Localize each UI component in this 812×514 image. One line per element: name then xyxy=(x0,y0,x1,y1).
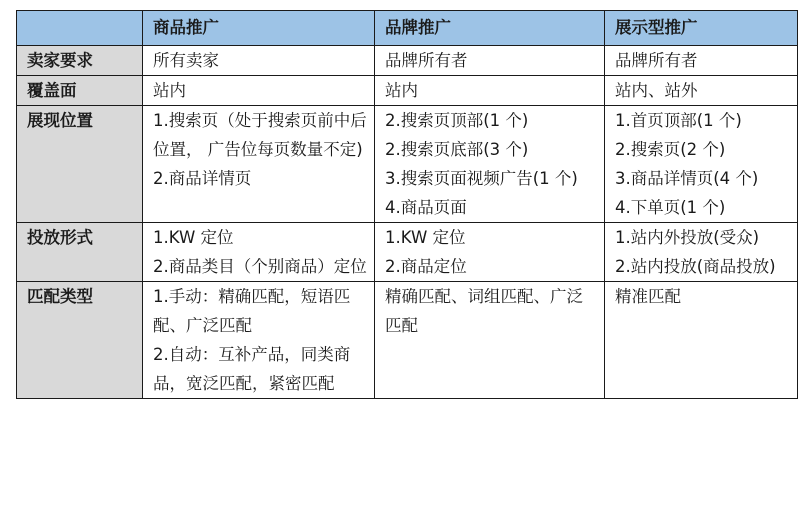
cell-line: 2.商品类目（个别商品）定位 xyxy=(153,257,367,276)
comparison-table-container xyxy=(16,10,797,399)
table-cell xyxy=(605,46,798,76)
table-cell xyxy=(605,282,798,399)
row-label-coverage: 覆盖面 xyxy=(17,76,143,106)
cell-line: 站内 xyxy=(385,81,418,100)
table-cell xyxy=(605,76,798,106)
cell-line: 1.站内外投放(受众) xyxy=(615,228,760,247)
cell-line: 4.商品页面 xyxy=(385,198,467,217)
cell-line: 2.商品定位 xyxy=(385,257,467,276)
row-label-targeting-form: 投放形式 xyxy=(17,223,143,282)
header-sponsored-brands: 品牌推广 xyxy=(375,11,605,46)
cell-line: 2.搜索页顶部(1 个) xyxy=(385,111,529,130)
cell-line: 3.搜索页面视频广告(1 个) xyxy=(385,169,578,188)
cell-line: 2.搜索页底部(3 个) xyxy=(385,140,529,159)
comparison-table xyxy=(16,10,798,399)
cell-line: 1.搜索页（处于搜索页前中后位置， 广告位每页数量不定) xyxy=(153,111,367,159)
cell-line: 2.搜索页(2 个) xyxy=(615,140,726,159)
table-cell xyxy=(605,223,798,282)
cell-line: 站内 xyxy=(153,81,186,100)
table-cell xyxy=(375,46,605,76)
row-label-match-type: 匹配类型 xyxy=(17,282,143,399)
cell-line: 4.下单页(1 个) xyxy=(615,198,726,217)
table-cell xyxy=(375,106,605,223)
table-cell xyxy=(143,46,375,76)
table-row xyxy=(17,282,798,399)
cell-line: 3.商品详情页(4 个) xyxy=(615,169,759,188)
table-row xyxy=(17,46,798,76)
cell-line: 2.站内投放(商品投放) xyxy=(615,257,776,276)
cell-line: 2.商品详情页 xyxy=(153,169,252,188)
table-row xyxy=(17,106,798,223)
cell-line: 1.KW 定位 xyxy=(153,228,234,247)
cell-line: 1.KW 定位 xyxy=(385,228,466,247)
table-cell xyxy=(143,282,375,399)
row-label-placement: 展现位置 xyxy=(17,106,143,223)
table-cell xyxy=(375,282,605,399)
header-sponsored-display: 展示型推广 xyxy=(605,11,798,46)
table-row xyxy=(17,76,798,106)
table-row xyxy=(17,223,798,282)
cell-line: 品牌所有者 xyxy=(385,51,468,70)
cell-line: 1.首页顶部(1 个) xyxy=(615,111,742,130)
header-corner-cell xyxy=(17,11,143,46)
cell-line: 精准匹配 xyxy=(615,287,681,306)
header-sponsored-products: 商品推广 xyxy=(143,11,375,46)
cell-line: 所有卖家 xyxy=(153,51,219,70)
table-cell xyxy=(375,223,605,282)
table-cell xyxy=(143,106,375,223)
cell-line: 站内、站外 xyxy=(615,81,698,100)
cell-line: 精确匹配、词组匹配、广泛匹配 xyxy=(385,287,583,335)
table-cell xyxy=(375,76,605,106)
row-label-seller-requirement: 卖家要求 xyxy=(17,46,143,76)
table-cell xyxy=(605,106,798,223)
cell-line: 1.手动：精确匹配，短语匹配、广泛匹配 xyxy=(153,287,351,335)
table-cell xyxy=(143,76,375,106)
cell-line: 品牌所有者 xyxy=(615,51,698,70)
header-row xyxy=(17,11,798,46)
cell-line: 2.自动：互补产品，同类商品，宽泛匹配，紧密匹配 xyxy=(153,345,351,393)
table-cell xyxy=(143,223,375,282)
